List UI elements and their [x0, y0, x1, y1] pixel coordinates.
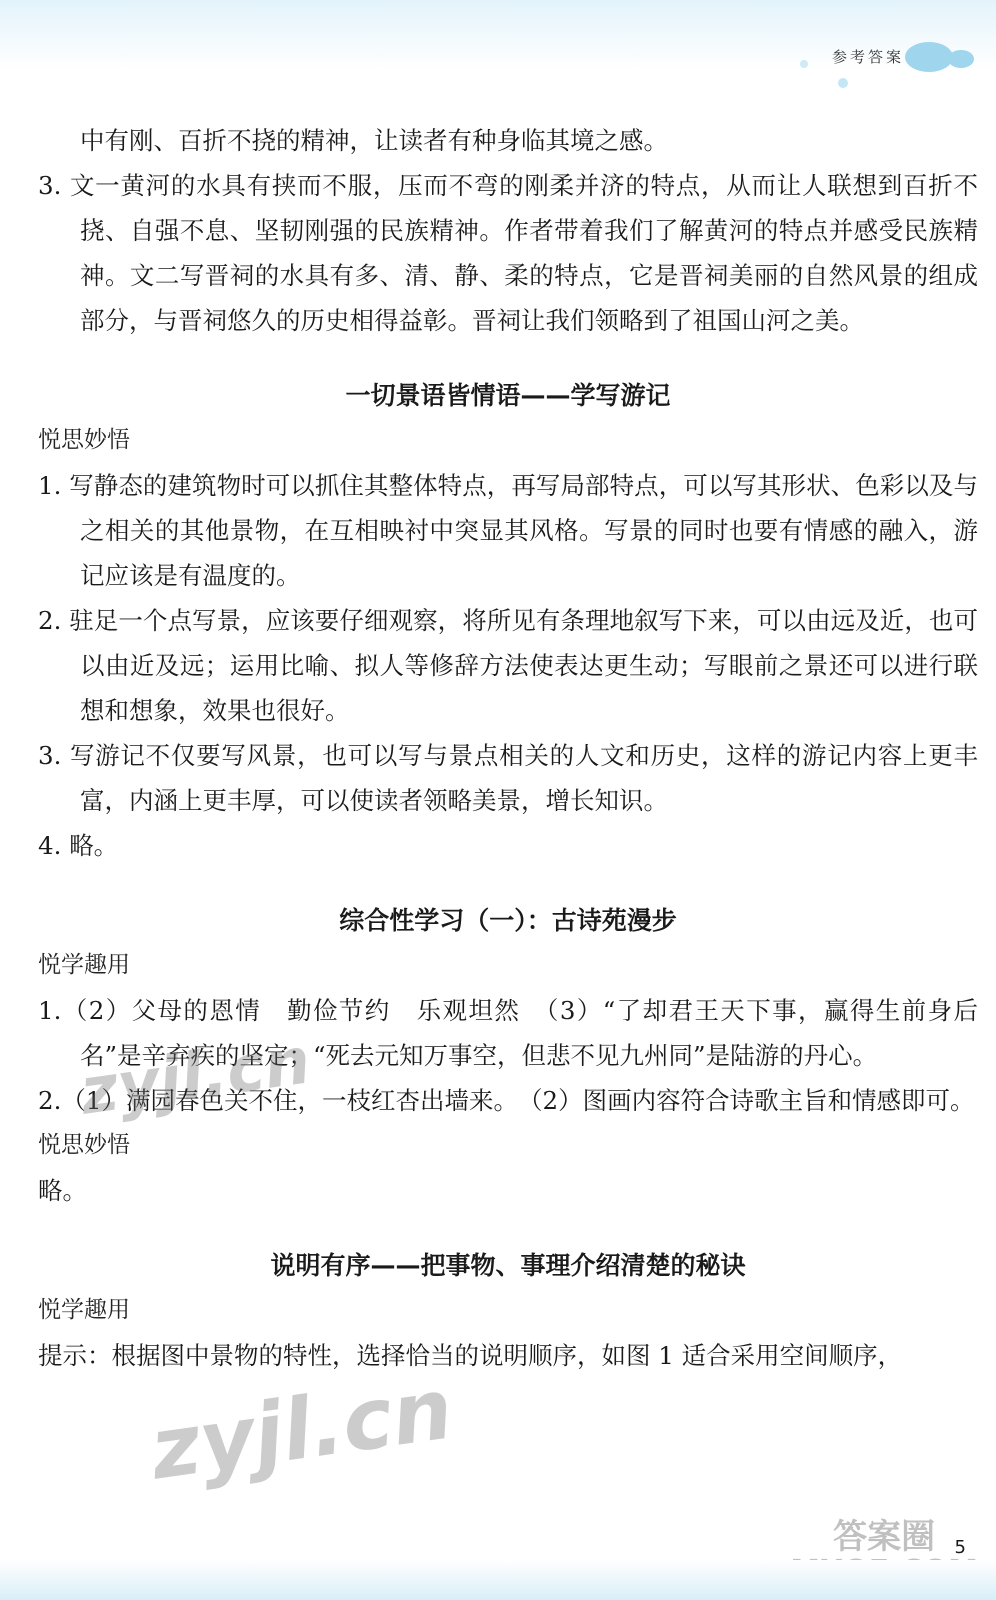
item-text: 文一黄河的水具有挟而不服，压而不弯的刚柔并济的特点，从而让人联想到百折不挠、自强不息、坚韧刚强的民族精神。作者带着我们了解黄河的特点并感受民族精神。文二写晋祠的水具有多、清、静、柔的特点，它是晋祠美丽的自然风景的组成部分，与晋祠悠久的历史相得益彰。晋祠让我们领略到了祖国山河之美。: [69, 171, 979, 335]
answer-item: [38, 988, 978, 1078]
footer-band: [0, 1560, 996, 1600]
site-watermark: zyjl.cn: [75, 1024, 315, 1130]
item-number: 1.: [38, 471, 62, 500]
item-number: 3.: [38, 171, 62, 200]
answer-item: [38, 1078, 978, 1123]
page-content: [38, 118, 978, 1378]
section-title: 说明有序——把事物、事理介绍清楚的秘诀: [270, 1251, 746, 1280]
hint-text: 提示：根据图中景物的特性，选择恰当的说明顺序，如图 1 适合采用空间顺序，: [38, 1341, 903, 1370]
section-subhead: 悦学趣用: [38, 1297, 130, 1323]
answer-item: [38, 733, 978, 823]
item-text: （1）满园春色关不住，一枝红杏出墙来。 （2）图画内容符合诗歌主旨和情感即可。: [61, 1086, 975, 1115]
item-number: 1.: [38, 996, 62, 1025]
section-subhead: 悦思妙悟: [38, 427, 130, 453]
item-number: 2.: [38, 1086, 62, 1115]
logo-text: 答案圈: [833, 1517, 936, 1557]
page-number: 5: [954, 1537, 966, 1558]
continuation-text: 中有刚、百折不挠的精神，让读者有种身临其境之感。: [80, 126, 668, 155]
site-watermark: zyjl.cn: [144, 1359, 459, 1499]
bubble-decoration: [800, 60, 808, 68]
answer-item: [38, 598, 978, 733]
section-subhead: 悦思妙悟: [38, 1132, 130, 1158]
header-label: 参考答案: [831, 48, 904, 66]
item-text: 写静态的建筑物时可以抓住其整体特点，再写局部特点，可以写其形状、色彩以及与之相关的其他景物，在互相映衬中突显其风格。写景的同时也要有情感的融入，游记应该是有温度的。: [69, 471, 978, 590]
item-text: （2）父母的恩情 勤俭节约 乐观坦然 （3）“了却君王天下事，赢得生前身后名”是辛弃疾的坚定；“死去元知万事空，但悲不见九州同”是陆游的丹心。: [61, 996, 978, 1070]
item-text: 写游记不仅要写风景，也可以写与景点相关的人文和历史，这样的游记内容上更丰富，内涵上更丰厚，可以使读者领略美景，增长知识。: [69, 741, 979, 815]
item-number: 2.: [38, 606, 62, 635]
answer-text: 略。: [38, 1176, 87, 1205]
section-subhead: 悦学趣用: [38, 952, 130, 978]
item-number: 4.: [38, 831, 62, 860]
item-text: 略。: [69, 831, 119, 860]
answer-item: [38, 823, 978, 868]
bubble-decoration: [948, 50, 974, 68]
answer-item: [38, 163, 978, 343]
item-number: 3.: [38, 741, 62, 770]
bubble-decoration: [838, 78, 848, 88]
section-title: 综合性学习（一）：古诗苑漫步: [339, 906, 677, 935]
section-title: 一切景语皆情语——学写游记: [345, 381, 671, 410]
answer-item: [38, 463, 978, 598]
bubble-decoration: [905, 42, 953, 72]
item-text: 驻足一个点写景，应该要仔细观察，将所见有条理地叙写下来，可以由远及近，也可以由近及远；运用比喻、拟人等修辞方法使表达更生动；写眼前之景还可以进行联想和想象，效果也很好。: [69, 606, 978, 725]
